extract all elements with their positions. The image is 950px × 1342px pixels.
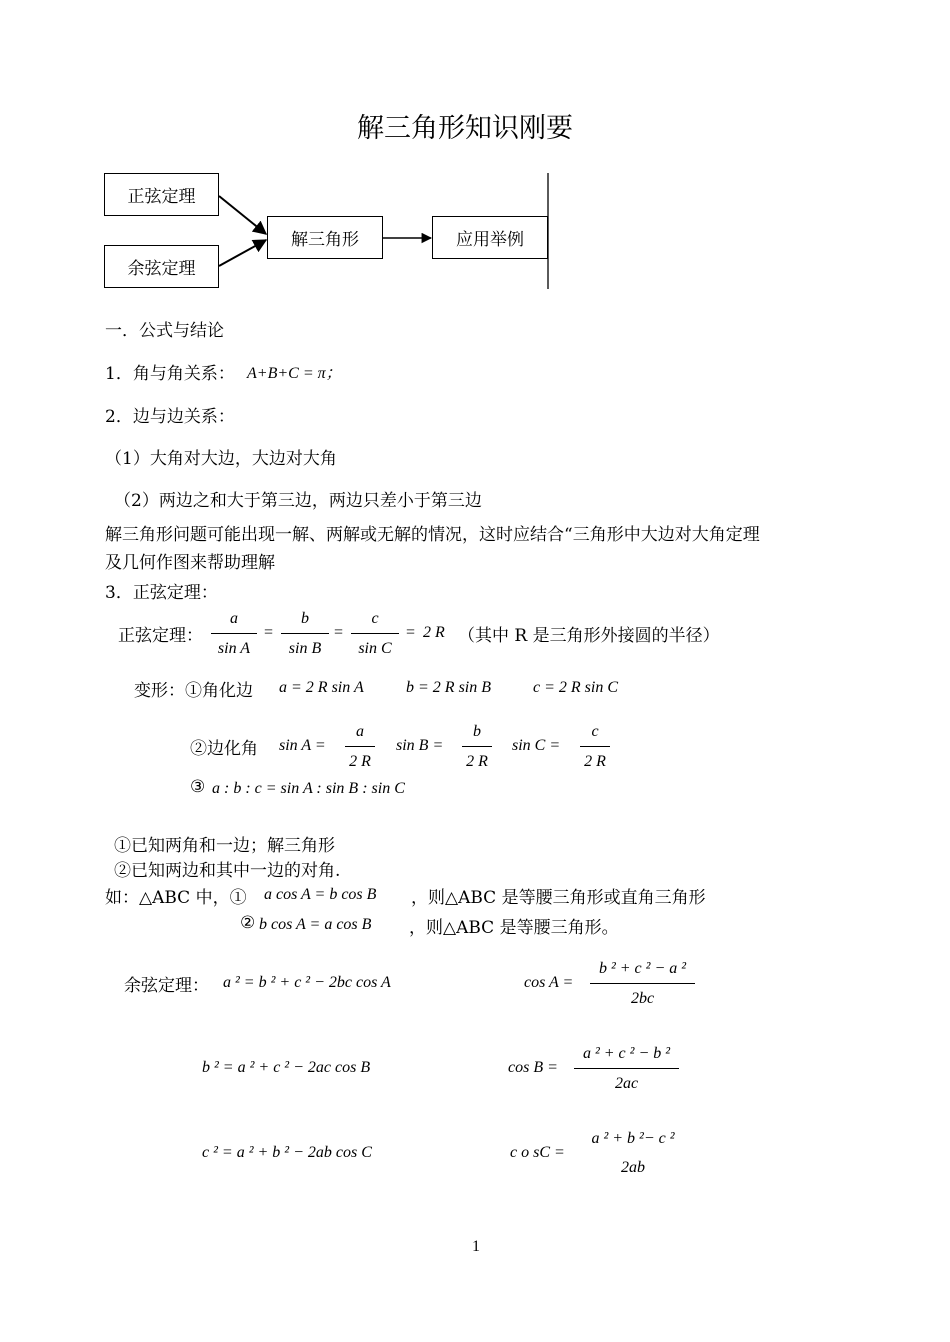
fraction-b-over-2R [462,723,492,771]
fraction-cosB [574,1045,679,1093]
fraction-cosC [578,1130,688,1177]
denominator: sin C [358,640,392,657]
denominator: sin A [217,640,251,657]
equals-sign: = [334,624,344,641]
ratio-formula: a : b : c = sin A : sin B : sin C [212,780,405,797]
example-result1: ，则△ABC 是等腰三角形或直角三角形 [411,888,706,908]
page-title: 解三角形知识刚要 [357,113,573,144]
denominator: 2 R [466,753,488,770]
example-prefix: 如：△ABC 中，① [105,888,247,908]
item1-formula: A+B+C = π； [247,365,342,382]
fraction-b-over-sinB [281,610,329,658]
numerator: b [301,610,309,627]
box-application: 应用举例 [432,216,548,259]
item2-label: 2．边与边关系： [105,407,235,427]
fraction-a-over-sinA [211,610,257,658]
example-result2: ，则△ABC 是等腰三角形。 [409,918,619,938]
example-formula1: a cos A = b cos B [264,886,377,903]
denominator: 2 R [349,753,371,770]
item2-sub2: （2）两边之和大于第三边，两边只差小于第三边 [114,491,482,511]
fraction-c-over-sinC [351,610,399,658]
example-prefix2: ② [240,913,256,933]
numerator: b ² + c ² − a ² [598,960,687,977]
item1-label: 1．角与角关系： [105,364,235,384]
case1: ①已知两角和一边；解三角形 [114,836,335,856]
note-line1: 解三角形问题可能出现一解、两解或无解的情况，这时应结合“三角形中大边对大角定理 [105,525,760,545]
transform-label3: ③ [190,777,206,797]
cosine-law-label: 余弦定理： [124,976,209,996]
numerator: a ² + b ²− c ² [591,1130,675,1147]
numerator: a [356,723,364,740]
denominator: sin B [288,640,322,657]
cosine-law-a: a ² = b ² + c ² − 2bc cos A [223,974,391,991]
formula-c: c = 2 R sin C [533,679,619,696]
sinC-lhs: sin C = [512,737,561,754]
cosB-lhs: cos B = [508,1059,558,1076]
arrow-cosine-to-solve [219,240,266,266]
fraction-a-over-2R [345,723,375,771]
cosC-lhs: c o sC = [510,1144,565,1161]
fraction-cosA [590,960,695,1008]
box-sine-law: 正弦定理 [104,173,219,216]
two-R: 2 R [423,624,445,641]
formula-a: a = 2 R sin A [279,679,364,696]
flow-arrows [0,0,950,300]
numerator: a ² + c ² − b ² [582,1045,671,1062]
equals-sign: = [406,624,416,641]
arrow-sine-to-solve [219,196,266,234]
item3-label: 3．正弦定理： [105,583,218,603]
denominator: 2bc [630,990,655,1007]
sinB-lhs: sin B = [396,737,444,754]
numerator: c [591,723,599,740]
transform-label: 变形：①角化边 [134,681,253,701]
item2-sub1: （1）大角对大边，大边对大角 [105,449,337,469]
numerator: a [230,610,238,627]
formula-b: b = 2 R sin B [406,679,492,696]
transform-label2: ②边化角 [190,739,258,759]
numerator: c [371,610,379,627]
case2: ②已知两边和其中一边的对角. [114,861,341,881]
denominator: 2ac [614,1075,639,1092]
example-formula2: b cos A = a cos B [259,916,372,933]
cosine-law-c: c ² = a ² + b ² − 2ab cos C [202,1144,372,1161]
cosine-law-b: b ² = a ² + c ² − 2ac cos B [202,1059,371,1076]
sine-law-label: 正弦定理： [118,626,203,646]
box-cosine-law: 余弦定理 [104,245,219,288]
section-heading: 一．公式与结论 [105,321,224,341]
sinA-lhs: sin A = [279,737,326,754]
page-number: 1 [472,1238,480,1255]
numerator: b [473,723,481,740]
equals-sign: = [264,624,274,641]
cosA-lhs: cos A = [524,974,574,991]
box-solve-triangle: 解三角形 [267,216,383,259]
fraction-c-over-2R [580,723,610,771]
circumradius-note: （其中 R 是三角形外接圆的半径） [458,626,720,646]
denominator: 2 R [584,753,606,770]
note-line2: 及几何作图来帮助理解 [105,553,275,573]
denominator: 2ab [621,1159,645,1176]
